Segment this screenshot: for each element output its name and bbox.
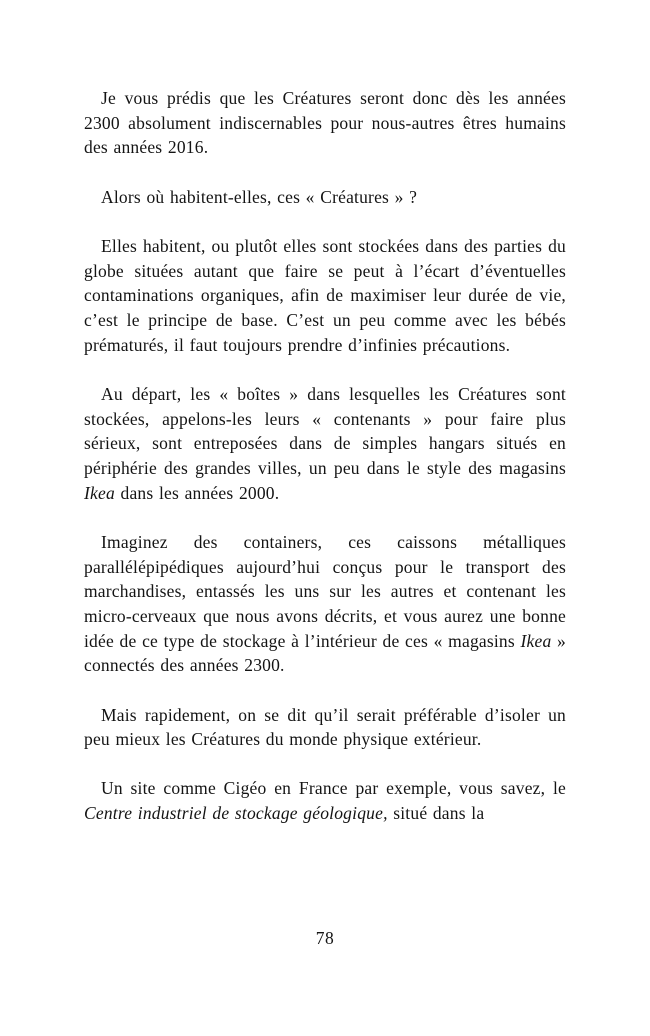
text-run: Imaginez des containers, ces caissons métalliques parallélépipédiques aujourd’hui conçus pour le transport des marchandises, entassés les uns sur les autres et contenant les micro-cerveaux que nous avons décrits, et vous aurez une bonne idée de ce type de stockage à l’intérieur de ces « magasins	[84, 531, 566, 651]
text-run: dans les années 2000.	[114, 482, 280, 503]
paragraph	[84, 776, 566, 825]
italic-text-run: Ikea	[84, 482, 115, 503]
text-run: Au départ, les « boîtes » dans lesquelles les Créatures sont stockées, appelons-les leurs « contenants » pour faire plus sérieux, sont entreposées dans de simples hangars situés en périphérie des grandes villes, un peu dans le style des magasins	[84, 383, 566, 478]
paragraph	[84, 703, 566, 752]
paragraph	[84, 86, 566, 160]
italic-text-run: Ikea	[520, 630, 552, 651]
text-run: situé dans la	[387, 803, 485, 824]
page-number: 78	[315, 928, 335, 948]
text-block	[84, 86, 566, 826]
text-run: Un site comme Cigéo en France par exemple, vous savez, le	[101, 778, 566, 799]
text-run: Je vous prédis que les Créatures seront donc dès les années 2300 absolument indiscernables pour nous-autres êtres humains des années 2016.	[84, 88, 566, 158]
paragraph	[84, 185, 566, 210]
paragraph	[84, 234, 566, 358]
text-run: Mais rapidement, on se dit qu’il serait préférable d’isoler un peu mieux les Créatures du monde physique extérieur.	[84, 704, 566, 750]
paragraph	[84, 530, 566, 678]
text-run: » connectés des années 2300.	[84, 630, 567, 676]
italic-text-run: Centre industriel de stockage géologique,	[84, 803, 388, 824]
text-run: Elles habitent, ou plutôt elles sont stockées dans des parties du globe situées autant que faire se peut à l’écart d’éventuelles contaminations organiques, afin de maximiser leur durée de vie, c’est le principe de base. C’est un peu comme avec les bébés prématurés, il faut toujours prendre d’infinies précautions.	[84, 235, 566, 355]
text-run: Alors où habitent-elles, ces « Créatures » ?	[101, 186, 418, 207]
paragraph	[84, 382, 566, 506]
